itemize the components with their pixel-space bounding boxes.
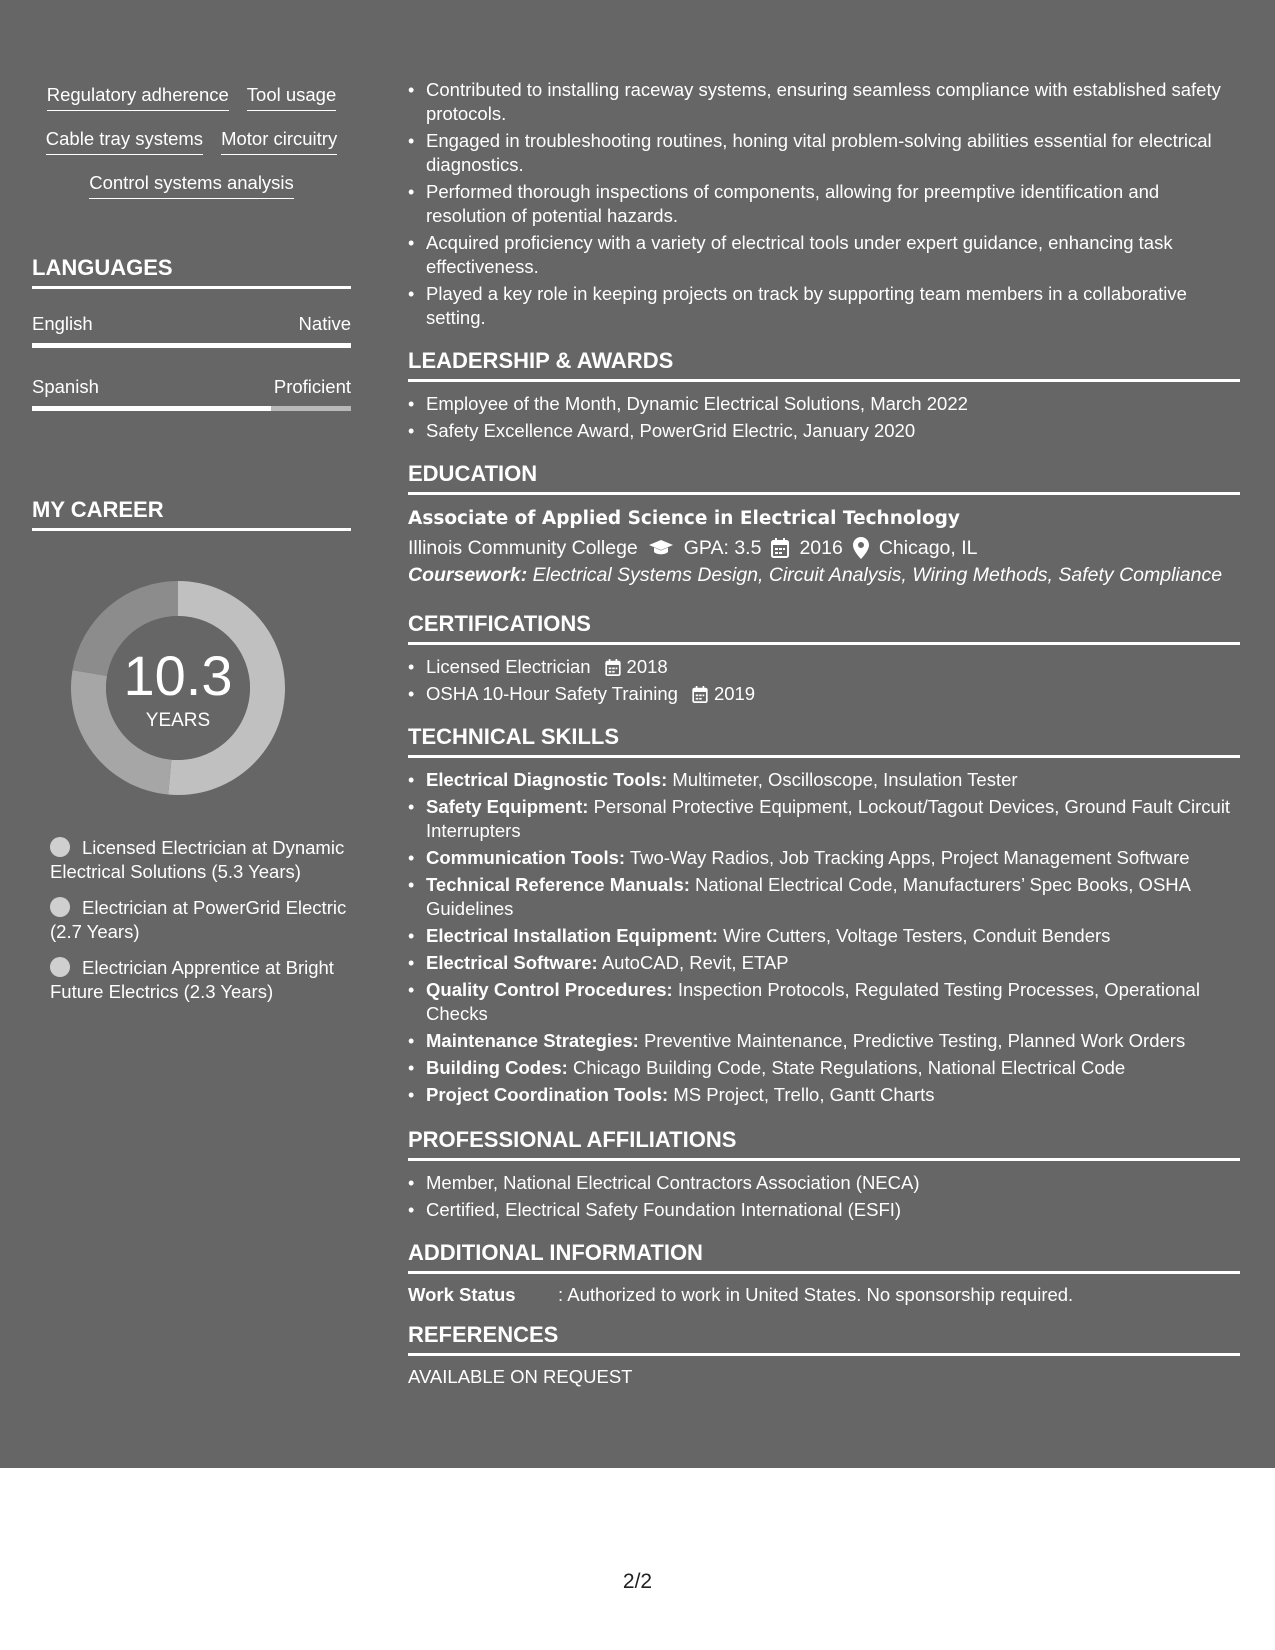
career-unit: YEARS: [145, 710, 211, 731]
career-section: [32, 497, 351, 531]
education-gpa: GPA: 3.5: [683, 537, 762, 559]
education-coursework: [408, 563, 1240, 587]
language-bar: [32, 406, 351, 411]
references-text: AVAILABLE ON REQUEST: [408, 1366, 633, 1387]
experience-bullet: • Played a key role in keeping projects on track by supporting team members in a collaborative setting.: [408, 282, 1240, 330]
certification-item: • OSHA 10-Hour Safety Training 2019: [408, 682, 1240, 706]
technical-skill-item: • Electrical Diagnostic Tools: Multimeter, Oscilloscope, Insulation Tester: [408, 768, 1240, 792]
affiliation-item: • Member, National Electrical Contractors Association (NECA): [408, 1171, 1240, 1195]
certifications-title: CERTIFICATIONS: [408, 611, 1240, 645]
education-details: [408, 533, 1240, 563]
technical-skill-item: • Technical Reference Manuals: National Electrical Code, Manufacturers’ Spec Books, OSHA Guidelines: [408, 873, 1240, 921]
skill-tag: Control systems analysis: [89, 172, 294, 199]
career-item: Electrician at PowerGrid Electric (2.7 Years): [50, 897, 347, 942]
technical-skill-item: • Electrical Software: AutoCAD, Revit, ETAP: [408, 951, 1240, 975]
language-item: [32, 376, 351, 411]
certification-item: • Licensed Electrician 2018: [408, 655, 1240, 679]
experience-bullet: • Engaged in troubleshooting routines, honing vital problem-solving abilities essential for electrical diagnostics.: [408, 129, 1240, 177]
references-title: REFERENCES: [408, 1322, 1240, 1356]
technical-skill-item: • Project Coordination Tools: MS Project, Trello, Gantt Charts: [408, 1083, 1240, 1107]
career-donut-chart: [65, 575, 291, 801]
page-number: 2/2: [622, 1570, 653, 1593]
skill-tag: Cable tray systems: [46, 128, 203, 155]
language-level: Proficient: [273, 376, 351, 397]
technical-skills-title: TECHNICAL SKILLS: [408, 724, 1240, 758]
education-year: 2016: [799, 537, 843, 559]
language-name: Spanish: [32, 376, 99, 397]
career-item: Licensed Electrician at Dynamic Electrical Solutions (5.3 Years): [50, 837, 345, 882]
location-pin-icon: [853, 537, 869, 559]
technical-skill-item: • Communication Tools: Two-Way Radios, Job Tracking Apps, Project Management Software: [408, 846, 1240, 870]
bullet-dot-icon: [50, 957, 70, 977]
skill-row: [32, 128, 351, 155]
leadership-title: LEADERSHIP & AWARDS: [408, 348, 1240, 382]
language-item: [32, 313, 351, 348]
calendar-icon: [605, 659, 621, 676]
page-footer: [0, 1468, 1275, 1650]
languages-title: LANGUAGES: [32, 255, 351, 289]
technical-skill-item: • Electrical Installation Equipment: Wire Cutters, Voltage Testers, Conduit Benders: [408, 924, 1240, 948]
additional-info-title: ADDITIONAL INFORMATION: [408, 1240, 1240, 1274]
graduation-cap-icon: [648, 539, 674, 557]
education-degree: Associate of Applied Science in Electrical Technology: [408, 508, 960, 529]
education-title: EDUCATION: [408, 461, 1240, 495]
right-column: [408, 78, 1240, 1388]
skill-tag: Tool usage: [247, 84, 336, 111]
calendar-icon: [692, 686, 708, 703]
education-location: Chicago, IL: [878, 537, 978, 559]
skill-tag: Motor circuitry: [221, 128, 337, 155]
language-bar-fill: [32, 406, 271, 411]
certifications-list: [408, 655, 1240, 706]
technical-skill-item: • Safety Equipment: Personal Protective Equipment, Lockout/Tagout Devices, Ground Fault Circuit Interrupters: [408, 795, 1240, 843]
technical-skills-list: [408, 768, 1240, 1107]
experience-bullet: • Performed thorough inspections of components, allowing for preemptive identification and resolution of potential hazards.: [408, 180, 1240, 228]
coursework-label: Coursework:: [408, 564, 528, 586]
affiliation-item: • Certified, Electrical Safety Foundation International (ESFI): [408, 1198, 1240, 1222]
calendar-icon: [771, 538, 789, 558]
career-title: MY CAREER: [32, 497, 351, 531]
skill-row: [32, 172, 351, 199]
language-name: English: [32, 313, 93, 334]
skill-row: [32, 84, 351, 111]
language-level: Native: [298, 313, 351, 334]
work-status: [408, 1284, 1240, 1306]
technical-skill-item: • Maintenance Strategies: Preventive Maintenance, Predictive Testing, Planned Work Orders: [408, 1029, 1240, 1053]
experience-bullet: • Acquired proficiency with a variety of electrical tools under expert guidance, enhancing task effectiveness.: [408, 231, 1240, 279]
language-bar: [32, 343, 351, 348]
affiliations-list: [408, 1171, 1240, 1222]
affiliations-title: PROFESSIONAL AFFILIATIONS: [408, 1127, 1240, 1161]
experience-bullets: [408, 78, 1240, 330]
language-bar-fill: [32, 343, 351, 348]
award-item: • Employee of the Month, Dynamic Electrical Solutions, March 2022: [408, 392, 1240, 416]
skills-tags: [32, 84, 351, 216]
career-total: 10.3: [123, 644, 233, 707]
career-list: [50, 836, 350, 1016]
coursework-text: Electrical Systems Design, Circuit Analysis, Wiring Methods, Safety Compliance: [532, 564, 1223, 586]
technical-skill-item: • Quality Control Procedures: Inspection Protocols, Regulated Testing Processes, Operational Checks: [408, 978, 1240, 1026]
skill-tag: Regulatory adherence: [47, 84, 229, 111]
leadership-list: [408, 392, 1240, 443]
work-status-value: : Authorized to work in United States. No sponsorship required.: [558, 1284, 1074, 1305]
work-status-label: Work Status: [408, 1284, 516, 1305]
bullet-dot-icon: [50, 837, 70, 857]
technical-skill-item: • Building Codes: Chicago Building Code, State Regulations, National Electrical Code: [408, 1056, 1240, 1080]
bullet-dot-icon: [50, 897, 70, 917]
education-school: Illinois Community College: [408, 537, 638, 559]
career-item: Electrician Apprentice at Bright Future Electrics (2.3 Years): [50, 957, 334, 1002]
experience-bullet: • Contributed to installing raceway systems, ensuring seamless compliance with established safety protocols.: [408, 78, 1240, 126]
award-item: • Safety Excellence Award, PowerGrid Electric, January 2020: [408, 419, 1240, 443]
languages-section: [32, 255, 351, 411]
